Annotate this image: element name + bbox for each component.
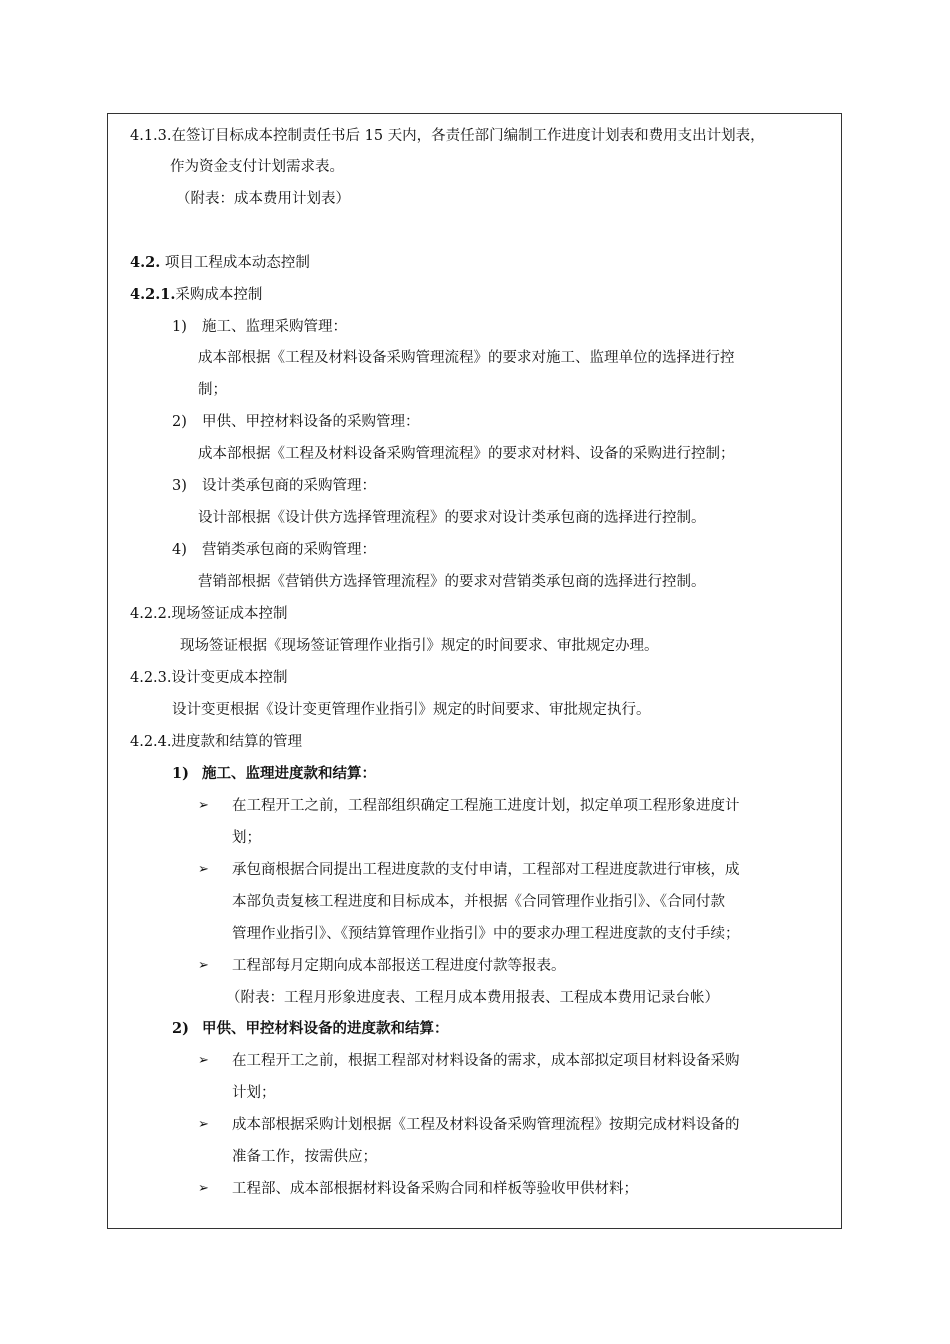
attachment-note: （附表：工程月形象进度表、工程月成本费用报表、工程成本费用记录台帐） — [226, 990, 719, 1006]
section-4-1-3 — [130, 126, 765, 146]
item-body: 营销部根据《营销供方选择管理流程》的要求对营销类承包商的选择进行控制。 — [198, 574, 706, 590]
section-title: 设计变更成本控制 — [171, 670, 288, 686]
item-number: 3) — [172, 478, 187, 494]
section-number: 4.1.3. — [130, 128, 172, 144]
section-title: 进度款和结算的管理 — [171, 734, 303, 750]
section-body: 设计变更根据《设计变更管理作业指引》规定的时间要求、审批规定执行。 — [172, 702, 651, 718]
section-body: 现场签证根据《现场签证管理作业指引》规定的时间要求、审批规定办理。 — [180, 638, 659, 654]
bullet-text: 划； — [232, 830, 261, 846]
section-title: 现场签证成本控制 — [171, 606, 288, 622]
section-number: 4.2.3. — [130, 670, 172, 686]
section-number: 4.2.2. — [130, 606, 172, 622]
item-body: 成本部根据《工程及材料设备采购管理流程》的要求对施工、监理单位的选择进行控 — [198, 350, 735, 366]
paragraph-continuation: 作为资金支付计划需求表。 — [170, 159, 344, 175]
bullet-text: 成本部根据采购计划根据《工程及材料设备采购管理流程》按期完成材料设备的 — [232, 1117, 740, 1133]
bullet-text: 计划； — [232, 1085, 276, 1101]
item-number: 2) — [172, 414, 187, 430]
list-item-label: 2) 甲供、甲控材料设备的采购管理： — [172, 414, 420, 430]
item-number: 1) — [172, 319, 187, 335]
section-4-2-heading — [130, 253, 310, 273]
section-title: 采购成本控制 — [175, 287, 263, 303]
section-4-2-2-heading — [130, 604, 288, 624]
bullet-text: 在工程开工之前，工程部组织确定工程施工进度计划，拟定单项工程形象进度计 — [232, 798, 740, 814]
bullet-arrow-icon: ➢ — [198, 1117, 209, 1132]
bullet-text: 管理作业指引》、《预结算管理作业指引》中的要求办理工程进度款的支付手续； — [232, 926, 740, 942]
section-4-2-3-heading — [130, 668, 288, 688]
section-number: 4.2.1. — [130, 286, 176, 303]
bullet-arrow-icon: ➢ — [198, 1053, 209, 1068]
bullet-arrow-icon: ➢ — [198, 798, 209, 813]
bullet-text: 本部负责复核工程进度和目标成本，并根据《合同管理作业指引》、《合同付款 — [232, 894, 725, 910]
bullet-text: 准备工作，按需供应； — [232, 1149, 377, 1165]
bullet-text: 工程部、成本部根据材料设备采购合同和样板等验收甲供材料； — [232, 1181, 638, 1197]
item-body: 制； — [198, 382, 227, 398]
list-item-label: 4) 营销类承包商的采购管理： — [172, 542, 376, 558]
bullet-arrow-icon: ➢ — [198, 1181, 209, 1196]
item-body: 设计部根据《设计供方选择管理流程》的要求对设计类承包商的选择进行控制。 — [198, 510, 706, 526]
group-label: 1) 施工、监理进度款和结算： — [172, 765, 376, 782]
section-title: 项目工程成本动态控制 — [164, 255, 310, 271]
section-number: 4.2.4. — [130, 734, 172, 750]
item-number: 4) — [172, 542, 187, 558]
section-4-2-1-heading — [130, 285, 262, 305]
section-4-2-4-heading — [130, 732, 302, 752]
section-number: 4.2. — [130, 254, 161, 271]
list-item-label: 3) 设计类承包商的采购管理： — [172, 478, 376, 494]
bullet-text: 在工程开工之前，根据工程部对材料设备的需求，成本部拟定项目材料设备采购 — [232, 1053, 740, 1069]
item-number: 1) — [172, 765, 189, 782]
bullet-arrow-icon: ➢ — [198, 862, 209, 877]
attachment-note: （附表：成本费用计划表） — [176, 191, 350, 207]
bullet-text: 承包商根据合同提出工程进度款的支付申请，工程部对工程进度款进行审核，成 — [232, 862, 740, 878]
paragraph-text: 在签订目标成本控制责任书后 15 天内，各责任部门编制工作进度计划表和费用支出计划表， — [171, 128, 765, 144]
bullet-text: 工程部每月定期向成本部报送工程进度付款等报表。 — [232, 958, 566, 974]
item-body: 成本部根据《工程及材料设备采购管理流程》的要求对材料、设备的采购进行控制； — [198, 446, 735, 462]
item-number: 2) — [172, 1020, 189, 1037]
list-item-label: 1) 施工、监理采购管理： — [172, 319, 347, 335]
group-label: 2) 甲供、甲控材料设备的进度款和结算： — [172, 1020, 449, 1037]
bullet-arrow-icon: ➢ — [198, 958, 209, 973]
